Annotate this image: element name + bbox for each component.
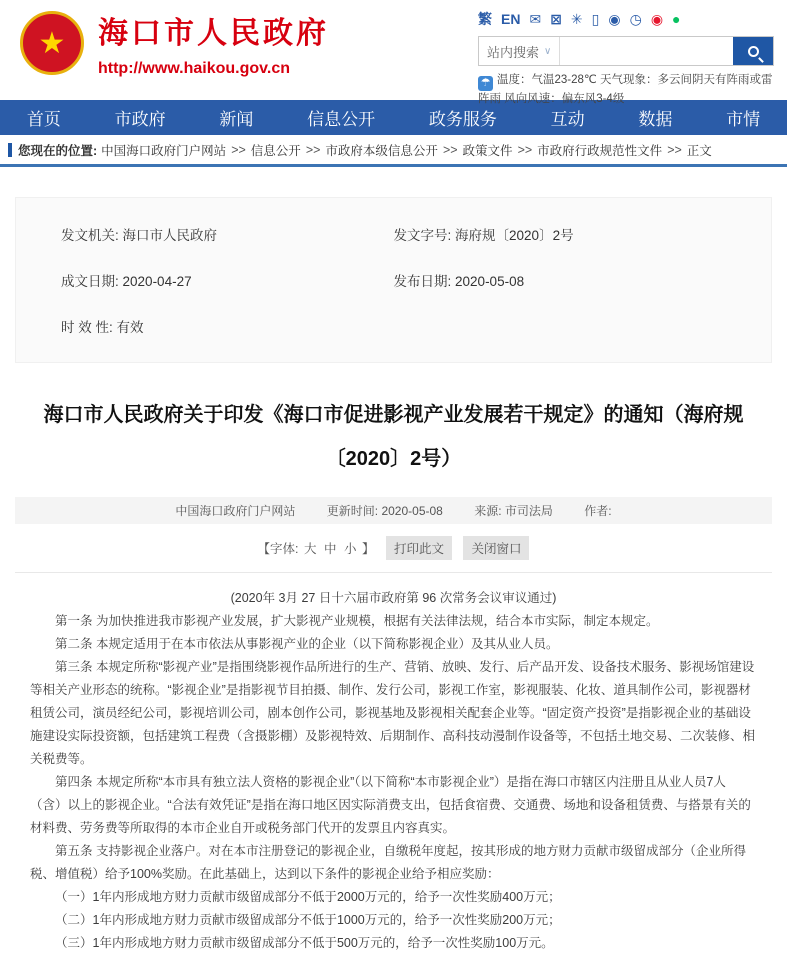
- main-content: [0, 197, 787, 977]
- search-scope-label: 站内搜索: [487, 44, 540, 60]
- info-update: [327, 504, 443, 518]
- meta-validity: [61, 316, 394, 336]
- info-origin-label: 来源:: [474, 504, 502, 518]
- breadcrumb-separator: >>: [305, 142, 321, 157]
- weibo-icon[interactable]: ◉: [650, 10, 664, 27]
- breadcrumb-seg-portal[interactable]: 中国海口政府门户网站: [101, 143, 227, 158]
- breadcrumb-separator: >>: [517, 142, 533, 157]
- info-update-label: 更新时间:: [326, 504, 379, 518]
- article-list-item: （三）1年内形成地方财力贡献市级留成部分不低于500万元的，给予一次性奖励100万元。: [55, 936, 554, 950]
- nav-item-data[interactable]: 数据: [638, 110, 673, 129]
- search-icon: [748, 46, 759, 57]
- info-author: [584, 504, 611, 518]
- print-button[interactable]: 打印此文: [386, 536, 452, 560]
- weather-info: [478, 72, 774, 107]
- info-origin: [474, 504, 553, 518]
- meta-doc-number-label: 发文字号:: [393, 228, 452, 243]
- breadcrumb-separator: >>: [667, 142, 682, 157]
- search-input[interactable]: [560, 37, 733, 65]
- meta-issuing-org: [61, 224, 394, 244]
- mail-alt-icon[interactable]: ⊠: [550, 10, 562, 27]
- info-author-label: 作者:: [584, 504, 612, 518]
- meta-written-date: [61, 270, 394, 290]
- breadcrumb-seg-city-level[interactable]: 市政府本级信息公开: [325, 143, 438, 158]
- nav-item-gov-services[interactable]: 政务服务: [428, 110, 497, 129]
- article-title: 海口市人民政府关于印发《海口市促进影视产业发展若干规定》的通知（海府规〔2020〕2号）: [43, 404, 744, 470]
- article-list-item: （一）1年内形成地方财力贡献市级留成部分不低于2000万元的，给予一次性奖励400万元；: [55, 890, 561, 904]
- nav-item-interaction[interactable]: 互动: [550, 110, 585, 129]
- article-paragraph: 第一条 为加快推进我市影视产业发展，扩大影视产业规模，根据有关法律法规，结合本市实际，制定本规定。: [55, 614, 659, 628]
- breadcrumb: [0, 135, 787, 167]
- meta-written-date-label: 成文日期:: [61, 274, 119, 289]
- article-body: [0, 573, 787, 977]
- nav-item-city-profile[interactable]: 市情: [726, 110, 761, 129]
- snowflake-icon[interactable]: ✳: [570, 10, 583, 27]
- site-title: 海口市人民政府: [98, 17, 329, 50]
- site-identity: [98, 8, 329, 78]
- breadcrumb-separator: >>: [442, 142, 458, 157]
- mobile-icon[interactable]: ▯: [591, 10, 600, 27]
- quick-links: [478, 8, 774, 30]
- font-size-medium[interactable]: 中: [323, 542, 337, 556]
- meta-validity-value: 有效: [116, 320, 144, 335]
- info-update-value: 2020-05-08: [381, 504, 443, 518]
- nav-item-home[interactable]: 首页: [26, 110, 61, 129]
- meta-validity-label: 时 效 性:: [61, 320, 113, 335]
- article-paragraph: 第三条 本规定所称“影视产业”是指围绕影视作品所进行的生产、营销、放映、发行、后产品开发、设备技术服务、影视场馆建设等相关产业形态的统称。“影视企业”是指影视节目拍摄、制作、发行公司，影视工作室，影视服装、化妆、道具制作公司，影视器材租赁公司，演员经纪公司，影视培训公司，剧本创作公司，影视基地及影视相关配套企业等。“固定资产投资”是指影视企业的基础设施建设实际投资额，包括建筑工程费（含摄影棚）及影视特效、后期制作、高科技动漫制作设备等，不包括土地交易、二次装修、相关税费等。: [30, 660, 756, 766]
- breadcrumb-seg-policy-docs[interactable]: 政策文件: [462, 143, 513, 158]
- article-paragraph: 第五条 支持影视企业落户。对在本市注册登记的影视企业，自缴税年度起，按其形成的地方财力贡献市级留成部分（企业所得税、增值税）给予100%奖励。在此基础上，达到以下条件的影视企业给予相应奖励：: [30, 844, 746, 881]
- meta-doc-number: [394, 224, 727, 244]
- meta-doc-number-value: 海府规〔2020〕2号: [455, 228, 574, 243]
- doc-meta-box: [15, 197, 772, 363]
- nav-item-info-disclosure[interactable]: 信息公开: [307, 110, 376, 129]
- info-origin-value: 市司法局: [504, 504, 553, 518]
- font-size-small[interactable]: 小: [343, 542, 357, 556]
- clock-icon[interactable]: ◷: [629, 10, 642, 27]
- meta-empty-cell: [394, 316, 727, 336]
- breadcrumb-separator: >>: [231, 142, 246, 157]
- font-size-large[interactable]: 大: [303, 542, 317, 556]
- approval-line: (2020年 3月 27 日十六届市政府第 96 次常务会议审议通过): [230, 591, 557, 605]
- weather-icon: ☂: [478, 76, 493, 91]
- meta-issuing-org-label: 发文机关:: [61, 228, 119, 243]
- breadcrumb-seg-info[interactable]: 信息公开: [250, 143, 301, 158]
- font-size-prefix: 【字体:: [257, 542, 299, 556]
- breadcrumb-marker: [8, 143, 12, 157]
- font-controls: [0, 536, 787, 560]
- search-bar: [478, 36, 774, 66]
- national-emblem-icon: ★: [20, 11, 84, 75]
- nav-item-city-gov[interactable]: 市政府: [114, 110, 166, 129]
- article-paragraph: 第二条 本规定适用于在本市依法从事影视产业的企业（以下简称影视企业）及其从业人员。: [55, 637, 559, 651]
- nav-item-news[interactable]: 新闻: [219, 110, 254, 129]
- site-url: http://www.haikou.gov.cn: [98, 60, 290, 77]
- meta-publish-date-label: 发布日期:: [393, 274, 452, 289]
- meta-issuing-org-value: 海口市人民政府: [122, 228, 218, 243]
- site-header: [0, 0, 787, 105]
- breadcrumb-seg-normative-docs[interactable]: 市政府行政规范性文件: [537, 143, 663, 158]
- site-logo[interactable]: [20, 8, 329, 78]
- traditional-chinese-link[interactable]: 繁: [478, 11, 492, 27]
- weather-text: 温度：气温23-28℃ 天气现象：多云间阴天有阵雨或雷阵雨 风向风速：偏东风3-4级: [478, 74, 773, 105]
- chevron-down-icon: ∨: [544, 45, 552, 57]
- wechat-icon[interactable]: ●: [672, 11, 681, 27]
- search-button[interactable]: [733, 37, 773, 65]
- breadcrumb-label: 您现在的位置:: [18, 143, 98, 158]
- close-window-button[interactable]: 关闭窗口: [463, 536, 529, 560]
- search-scope-dropdown[interactable]: [479, 37, 560, 65]
- mail-icon[interactable]: ✉: [529, 10, 542, 27]
- english-link[interactable]: EN: [501, 11, 521, 27]
- article-paragraph: 第四条 本规定所称“本市具有独立法人资格的影视企业”（以下简称“本市影视企业”）是指在海口市辖区内注册且从业人员7人（含）以上的影视企业。“合法有效凭证”是指在海口地区因实际消费支出，包括食宿费、交通费、场地和设备租赁费、与搭景有关的材料费、劳务费等所取得的本市企业自开或税务部门代开的发票且内容真实。: [30, 775, 751, 835]
- eye-icon[interactable]: ◉: [608, 10, 621, 27]
- header-right: [478, 8, 774, 107]
- article-info-bar: [15, 497, 772, 524]
- info-source-site: 中国海口政府门户网站: [175, 504, 296, 518]
- meta-written-date-value: 2020-04-27: [122, 274, 192, 289]
- font-size-suffix: 】: [361, 542, 375, 556]
- article-list-item: （二）1年内形成地方财力贡献市级留成部分不低于1000万元的，给予一次性奖励200万元；: [55, 913, 561, 927]
- meta-publish-date: [394, 270, 727, 290]
- meta-publish-date-value: 2020-05-08: [455, 274, 525, 289]
- breadcrumb-seg-current: 正文: [686, 143, 712, 158]
